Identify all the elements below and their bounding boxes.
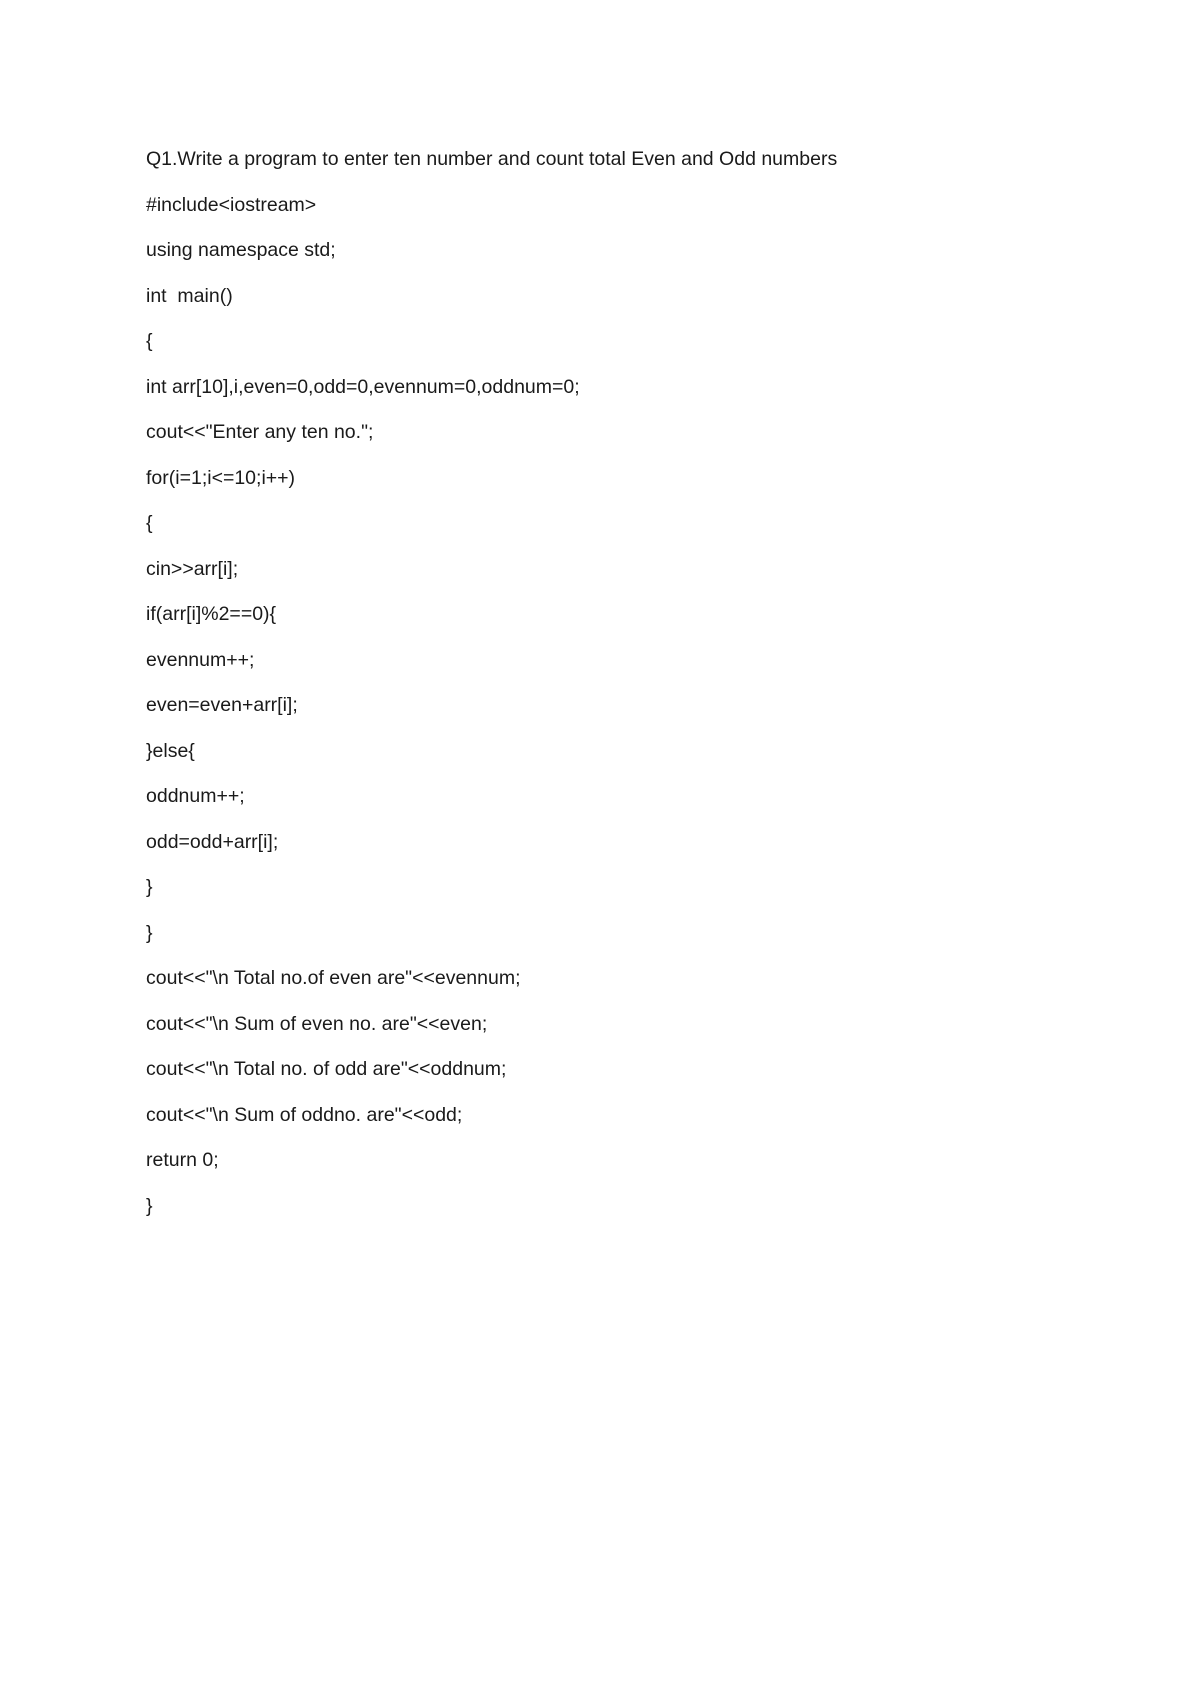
code-line: } bbox=[146, 921, 153, 944]
code-line: evennum++; bbox=[146, 648, 255, 671]
code-line: if(arr[i]%2==0){ bbox=[146, 603, 277, 625]
code-line: cout<<"\n Total no.of even are"<<evennum; bbox=[146, 967, 521, 989]
code-line: int arr[10],i,even=0,odd=0,evennum=0,oddnum=0; bbox=[146, 375, 580, 398]
code-line: odd=odd+arr[i]; bbox=[146, 830, 279, 853]
code-line: even=even+arr[i]; bbox=[146, 694, 298, 716]
code-line: cin>>arr[i]; bbox=[146, 557, 239, 580]
code-line: cout<<"Enter any ten no."; bbox=[146, 421, 374, 443]
code-line: oddnum++; bbox=[146, 785, 245, 807]
code-line: { bbox=[146, 330, 153, 352]
code-line: #include<iostream> bbox=[146, 193, 317, 216]
code-line: return 0; bbox=[146, 1149, 219, 1171]
code-line: } bbox=[146, 876, 153, 898]
code-line: for(i=1;i<=10;i++) bbox=[146, 466, 296, 489]
document-body bbox=[146, 144, 1146, 1236]
question-heading: Q1.Write a program to enter ten number and count total Even and Odd numbers bbox=[146, 148, 838, 170]
code-line: }else{ bbox=[146, 739, 195, 762]
code-line: } bbox=[146, 1194, 153, 1217]
code-line: using namespace std; bbox=[146, 239, 336, 261]
code-line: cout<<"\n Sum of oddno. are"<<odd; bbox=[146, 1103, 463, 1126]
code-line: { bbox=[146, 512, 153, 534]
code-line: cout<<"\n Sum of even no. are"<<even; bbox=[146, 1012, 488, 1035]
code-line: int main() bbox=[146, 284, 233, 307]
code-line: cout<<"\n Total no. of odd are"<<oddnum; bbox=[146, 1058, 507, 1080]
